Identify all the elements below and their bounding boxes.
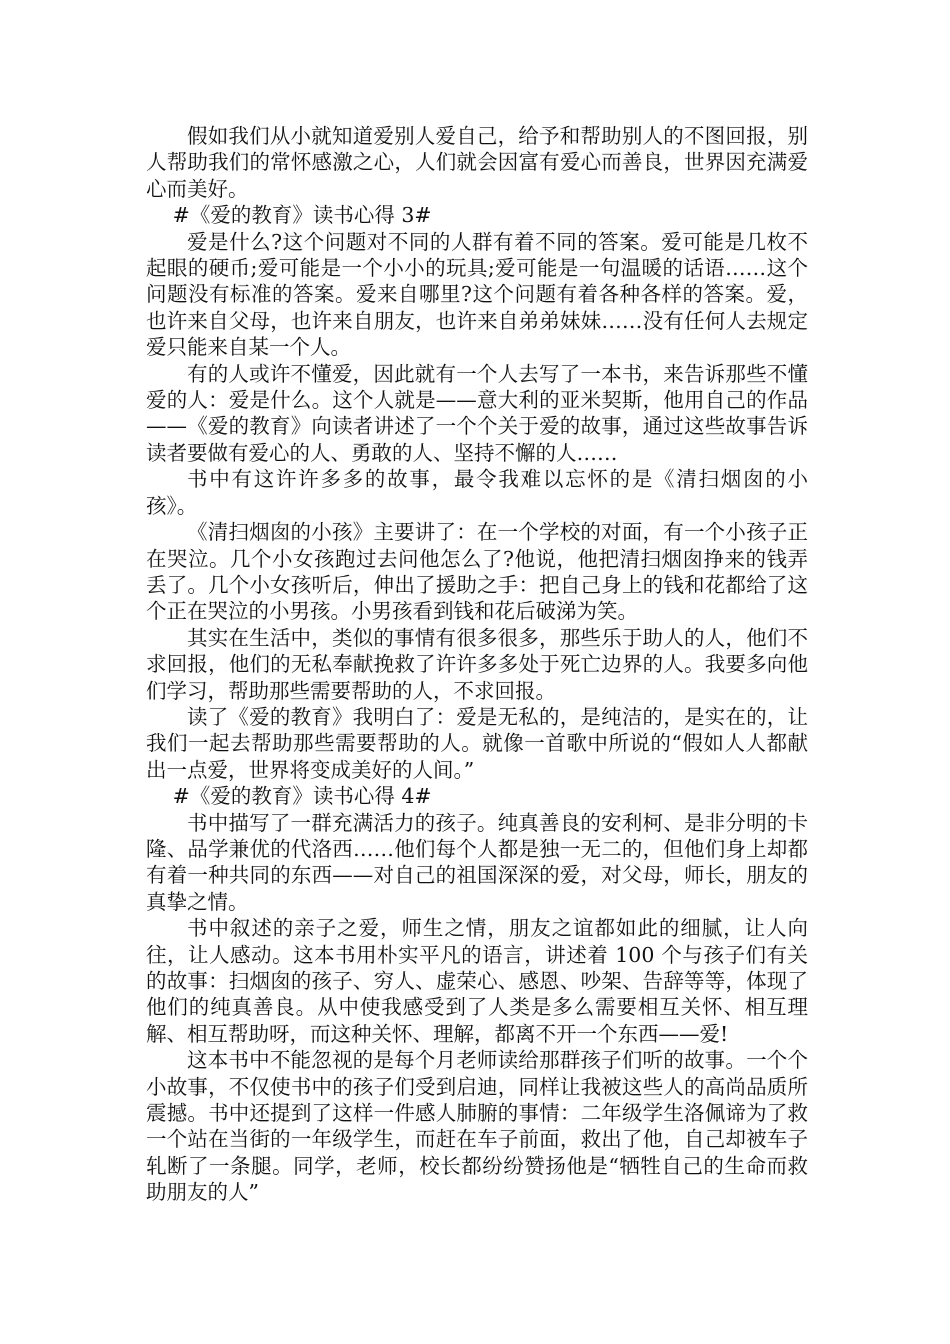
paragraph-understanding: 读了《爱的教育》我明白了：爱是无私的，是纯洁的，是实在的，让我们一起去帮助那些需要帮助的人。就像一首歌中所说的“假如人人都献出一点爱，世界将变成美好的人间。” xyxy=(146,704,808,782)
paragraph-real-life: 其实在生活中，类似的事情有很多很多，那些乐于助人的人，他们不求回报，他们的无私奉献挽救了许许多多处于死亡边界的人。我要多向他们学习，帮助那些需要帮助的人，不求回报。 xyxy=(146,625,808,703)
paragraph-relationships: 书中叙述的亲子之爱，师生之情，朋友之谊都如此的细腻，让人向往，让人感动。这本书用朴实平凡的语言，讲述着 100 个与孩子们有关的故事：扫烟囱的孩子、穷人、虚荣心、感恩、吵架、告辞等等，体现了他们的纯真善良。从中使我感受到了人类是多么需要相互关怀、相互理解、相互帮助呀，而这种关怀、理解，都离不开一个东西——爱! xyxy=(146,916,808,1046)
paragraph-book-intro: 有的人或许不懂爱，因此就有一个人去写了一本书，来告诉那些不懂爱的人：爱是什么。这个人就是——意大利的亚米契斯，他用自己的作品——《爱的教育》向读者讲述了一个个关于爱的故事，通过这些故事告诉读者要做有爱心的人、勇敢的人、坚持不懈的人…… xyxy=(146,361,808,465)
paragraph-monthly-stories: 这本书中不能忽视的是每个月老师读给那群孩子们听的故事。一个个小故事，不仅使书中的孩子们受到启迪，同样让我被这些人的高尚品质所震撼。书中还提到了这样一件感人肺腑的事情：二年级学生洛佩谛为了救一个站在当街的一年级学生，而赶在车子前面，救出了他，自己却被车子轧断了一条腿。同学，老师，校长都纷纷赞扬他是“牺牲自己的生命而救助朋友的人” xyxy=(146,1048,808,1205)
document-body xyxy=(146,123,808,1206)
paragraph-chimney-story: 《清扫烟囱的小孩》主要讲了：在一个学校的对面，有一个小孩子正在哭泣。几个小女孩跑过去问他怎么了?他说，他把清扫烟囱挣来的钱弄丢了。几个小女孩听后，伸出了援助之手：把自己身上的钱和花都给了这个正在哭泣的小男孩。小男孩看到钱和花后破涕为笑。 xyxy=(146,520,808,624)
section-heading-3: #《爱的教育》读书心得 3# xyxy=(172,203,432,228)
paragraph-what-is-love: 爱是什么?这个问题对不同的人群有着不同的答案。爱可能是几枚不起眼的硬币;爱可能是一个小小的玩具;爱可能是一句温暖的话语……这个问题没有标准的答案。爱来自哪里?这个问题有着各种各样的答案。爱，也许来自父母，也许来自朋友，也许来自弟弟妹妹……没有任何人去规定爱只能来自某一个人。 xyxy=(146,229,808,360)
paragraph-intro-conclusion: 假如我们从小就知道爱别人爱自己，给予和帮助别人的不图回报，别人帮助我们的常怀感激之心，人们就会因富有爱心而善良，世界因充满爱心而美好。 xyxy=(146,124,808,201)
paragraph-memorable-story: 书中有这许许多多的故事，最令我难以忘怀的是《清扫烟囱的小孩》。 xyxy=(146,467,808,518)
section-heading-4: #《爱的教育》读书心得 4# xyxy=(172,784,432,809)
paragraph-characters: 书中描写了一群充满活力的孩子。纯真善良的安利柯、是非分明的卡隆、品学兼优的代洛西……他们每个人都是独一无二的，但他们身上却都有着一种共同的东西——对自己的祖国深深的爱，对父母，师长，朋友的真挚之情。 xyxy=(146,810,808,914)
